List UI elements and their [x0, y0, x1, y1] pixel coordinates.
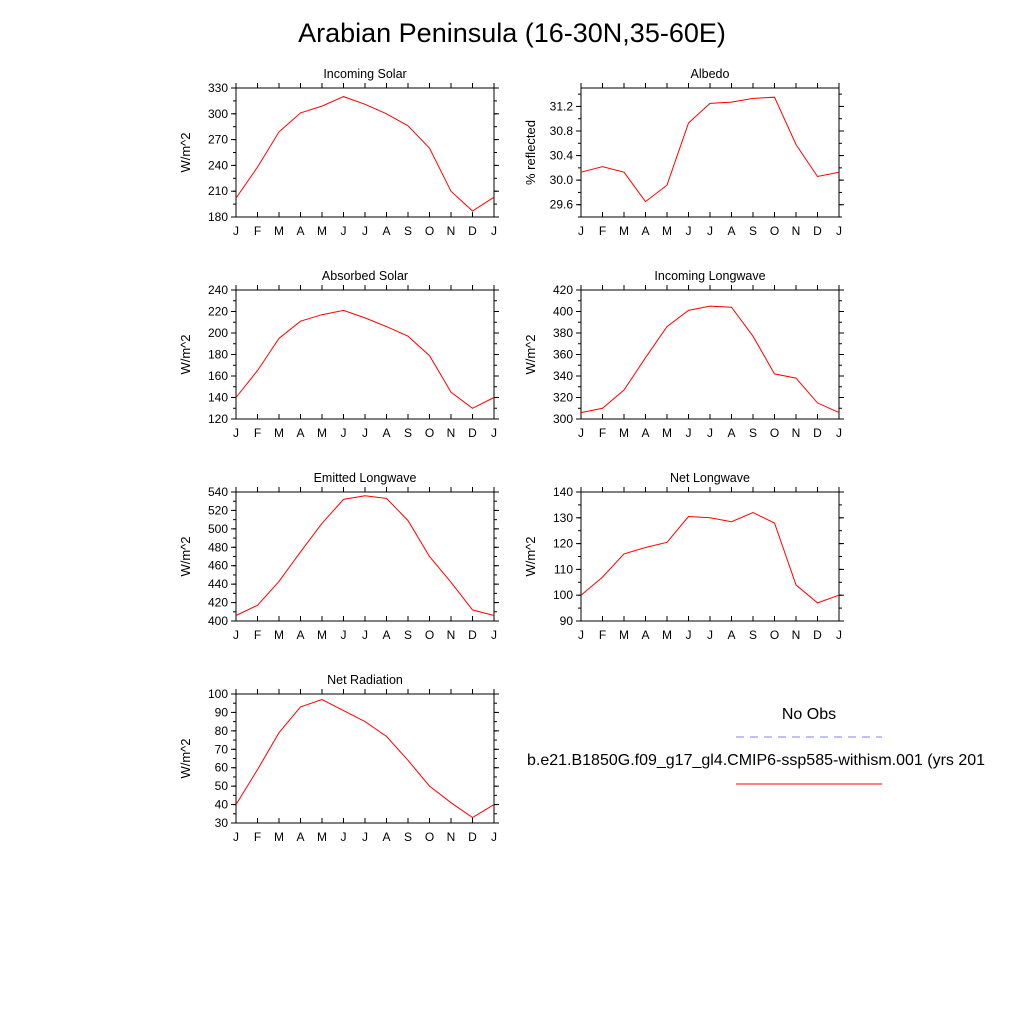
x-tick-label: S	[403, 830, 413, 844]
y-tick-label: 140	[552, 485, 573, 499]
panel-title: Net Radiation	[327, 673, 403, 687]
y-tick-label: 420	[207, 595, 228, 610]
y-axis-label: W/m^2	[178, 738, 193, 779]
chart-panel-4	[178, 471, 499, 642]
y-axis-label: W/m^2	[523, 536, 538, 577]
x-tick-label: J	[685, 224, 692, 238]
x-tick-label: A	[296, 224, 305, 238]
x-tick-label: J	[362, 830, 368, 844]
x-tick-label: D	[813, 426, 822, 440]
x-tick-label: O	[769, 426, 780, 440]
y-axis-label: % reflected	[523, 119, 538, 186]
chart-panel-6	[178, 673, 499, 844]
x-tick-label: A	[382, 628, 391, 642]
x-tick-label: J	[362, 224, 368, 238]
x-tick-label: J	[340, 628, 347, 642]
plot-frame	[236, 290, 494, 419]
y-tick-label: 80	[214, 723, 228, 738]
y-tick-label: 31.2	[549, 99, 573, 114]
x-tick-label: O	[424, 426, 435, 440]
y-tick-label: 330	[207, 81, 228, 95]
x-tick-label: O	[424, 224, 435, 238]
y-tick-label: 180	[207, 347, 228, 362]
y-tick-label: 30.0	[549, 173, 573, 188]
legend-model-label: b.e21.B1850G.f09_g17_gl4.CMIP6-ssp585-withism.001 (yrs 201	[527, 752, 986, 769]
x-tick-label: J	[836, 224, 842, 238]
x-tick-label: M	[317, 830, 327, 844]
x-tick-label: F	[253, 224, 262, 238]
panel-title: Absorbed Solar	[321, 269, 409, 283]
y-tick-label: 60	[214, 760, 228, 775]
x-tick-label: F	[253, 426, 262, 440]
y-tick-label: 240	[207, 158, 228, 173]
y-tick-label: 50	[214, 779, 228, 794]
x-tick-label: J	[491, 830, 497, 844]
y-axis-label: W/m^2	[523, 334, 538, 375]
y-tick-label: 300	[552, 412, 573, 426]
chart-panel-5	[523, 471, 844, 642]
panel-title: Net Longwave	[670, 471, 750, 485]
x-tick-label: J	[491, 628, 497, 642]
panel-title: Incoming Longwave	[654, 269, 766, 283]
x-tick-label: F	[598, 426, 607, 440]
y-tick-label: 400	[552, 304, 573, 319]
y-tick-label: 160	[207, 369, 228, 383]
x-tick-label: M	[317, 426, 327, 440]
panel-title: Emitted Longwave	[313, 471, 417, 485]
page-title: Arabian Peninsula (16-30N,35-60E)	[298, 18, 726, 48]
y-tick-label: 300	[207, 106, 228, 121]
series-line	[236, 700, 494, 818]
x-tick-label: F	[598, 224, 607, 238]
x-tick-label: J	[578, 628, 584, 642]
chart-panel-0	[178, 67, 499, 238]
x-tick-label: J	[362, 628, 368, 642]
x-tick-label: J	[233, 224, 239, 238]
x-tick-label: J	[578, 426, 584, 440]
series-line	[236, 310, 494, 408]
x-tick-label: A	[296, 628, 305, 642]
x-tick-label: F	[253, 830, 262, 844]
y-tick-label: 70	[214, 742, 228, 757]
plot-frame	[581, 290, 839, 419]
x-tick-label: S	[748, 426, 758, 440]
x-tick-label: A	[382, 426, 391, 440]
x-tick-label: D	[468, 628, 477, 642]
x-tick-label: J	[340, 224, 347, 238]
y-tick-label: 120	[207, 412, 228, 426]
y-tick-label: 100	[207, 687, 228, 701]
y-tick-label: 460	[207, 558, 228, 573]
x-tick-label: A	[641, 628, 650, 642]
y-tick-label: 200	[207, 326, 228, 340]
series-line	[581, 513, 839, 603]
chart-panel-3	[523, 269, 844, 440]
plot-frame	[581, 88, 839, 217]
x-tick-label: M	[317, 628, 327, 642]
y-tick-label: 320	[552, 390, 573, 405]
x-tick-label: F	[598, 628, 607, 642]
y-tick-label: 340	[552, 369, 573, 383]
x-tick-label: A	[382, 830, 391, 844]
x-tick-label: J	[233, 628, 239, 642]
x-tick-label: A	[296, 426, 305, 440]
y-tick-label: 180	[207, 210, 228, 224]
y-tick-label: 120	[552, 536, 573, 551]
x-tick-label: M	[619, 426, 629, 440]
y-tick-label: 520	[207, 503, 228, 518]
plot-frame	[236, 492, 494, 621]
x-tick-label: M	[274, 224, 284, 238]
x-tick-label: N	[446, 628, 456, 642]
x-tick-label: N	[446, 830, 456, 844]
y-tick-label: 210	[207, 184, 228, 199]
x-tick-label: J	[685, 426, 692, 440]
y-tick-label: 240	[207, 283, 228, 297]
x-tick-label: N	[446, 224, 456, 238]
x-tick-label: S	[403, 224, 413, 238]
y-tick-label: 29.6	[549, 197, 573, 212]
y-tick-label: 270	[207, 132, 228, 147]
y-tick-label: 30.4	[549, 148, 573, 163]
x-tick-label: N	[791, 224, 801, 238]
series-line	[581, 97, 839, 201]
y-tick-label: 420	[552, 283, 573, 297]
x-tick-label: F	[253, 628, 262, 642]
x-tick-label: O	[769, 628, 780, 642]
x-tick-label: O	[424, 830, 435, 844]
y-tick-label: 480	[207, 540, 228, 555]
y-axis-label: W/m^2	[178, 334, 193, 375]
x-tick-label: D	[468, 224, 477, 238]
x-tick-label: A	[382, 224, 391, 238]
x-tick-label: A	[641, 224, 650, 238]
y-tick-label: 380	[552, 326, 573, 340]
y-tick-label: 500	[207, 521, 228, 536]
series-line	[236, 97, 494, 211]
x-tick-label: S	[748, 224, 758, 238]
panel-title: Albedo	[690, 67, 730, 81]
y-tick-label: 30	[214, 816, 228, 830]
x-tick-label: M	[274, 830, 284, 844]
x-tick-label: J	[685, 628, 692, 642]
x-tick-label: S	[748, 628, 758, 642]
x-tick-label: N	[446, 426, 456, 440]
x-tick-label: D	[813, 224, 822, 238]
y-tick-label: 360	[552, 347, 573, 362]
x-tick-label: D	[813, 628, 822, 642]
x-tick-label: M	[274, 628, 284, 642]
y-tick-label: 90	[559, 614, 573, 628]
y-tick-label: 400	[207, 614, 228, 628]
x-tick-label: J	[340, 426, 347, 440]
y-axis-label: W/m^2	[178, 132, 193, 173]
panel-title: Incoming Solar	[323, 67, 407, 81]
x-tick-label: S	[403, 628, 413, 642]
y-tick-label: 100	[552, 588, 573, 603]
y-axis-label: W/m^2	[178, 536, 193, 577]
chart-panel-1	[523, 67, 844, 238]
x-tick-label: D	[468, 830, 477, 844]
series-line	[581, 306, 839, 413]
x-tick-label: A	[727, 224, 736, 238]
x-tick-label: N	[791, 628, 801, 642]
y-tick-label: 110	[553, 562, 573, 577]
series-line	[236, 496, 494, 616]
x-tick-label: D	[468, 426, 477, 440]
x-tick-label: J	[491, 224, 497, 238]
x-tick-label: M	[274, 426, 284, 440]
y-tick-label: 90	[214, 705, 228, 720]
y-tick-label: 440	[207, 577, 228, 592]
y-tick-label: 40	[214, 797, 228, 812]
chart-panel-2	[178, 269, 499, 440]
x-tick-label: J	[491, 426, 497, 440]
x-tick-label: J	[340, 830, 347, 844]
x-tick-label: A	[641, 426, 650, 440]
x-tick-label: M	[317, 224, 327, 238]
plot-frame	[236, 694, 494, 823]
y-tick-label: 140	[207, 390, 228, 405]
x-tick-label: S	[403, 426, 413, 440]
x-tick-label: M	[662, 628, 672, 642]
x-tick-label: O	[424, 628, 435, 642]
x-tick-label: J	[707, 224, 713, 238]
x-tick-label: N	[791, 426, 801, 440]
x-tick-label: J	[707, 628, 713, 642]
x-tick-label: M	[662, 426, 672, 440]
x-tick-label: J	[233, 426, 239, 440]
x-tick-label: M	[619, 628, 629, 642]
x-tick-label: J	[233, 830, 239, 844]
y-tick-label: 130	[552, 510, 573, 525]
x-tick-label: J	[836, 628, 842, 642]
legend-obs-label: No Obs	[781, 706, 837, 723]
x-tick-label: M	[619, 224, 629, 238]
x-tick-label: J	[707, 426, 713, 440]
x-tick-label: A	[727, 628, 736, 642]
plot-frame	[236, 88, 494, 217]
plot-frame	[581, 492, 839, 621]
y-tick-label: 540	[207, 485, 228, 499]
x-tick-label: J	[836, 426, 842, 440]
x-tick-label: M	[662, 224, 672, 238]
x-tick-label: O	[769, 224, 780, 238]
x-tick-label: J	[578, 224, 584, 238]
y-tick-label: 220	[207, 304, 228, 319]
x-tick-label: J	[362, 426, 368, 440]
x-tick-label: A	[296, 830, 305, 844]
x-tick-label: A	[727, 426, 736, 440]
y-tick-label: 30.8	[549, 124, 573, 138]
